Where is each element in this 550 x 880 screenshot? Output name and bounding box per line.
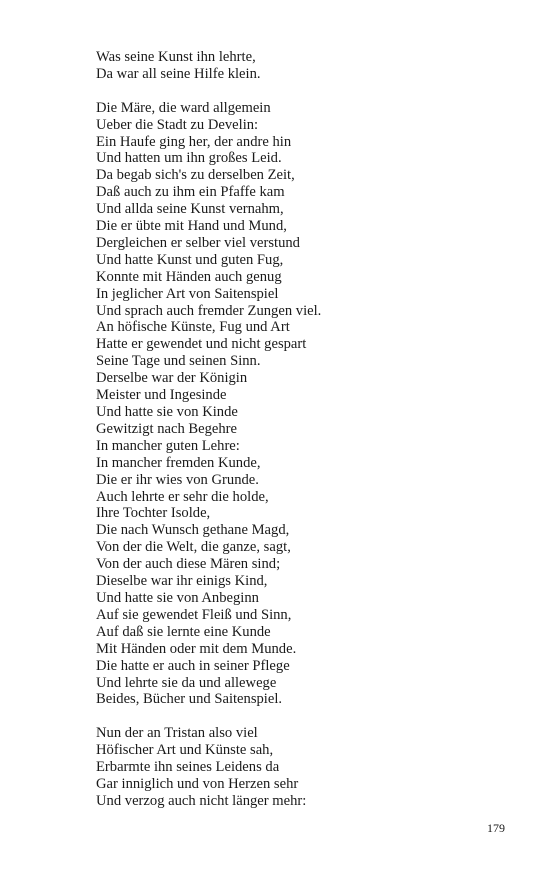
poem-line: Auch lehrte er sehr die holde,	[96, 488, 269, 505]
stanza	[96, 725, 516, 810]
poem-line: Da war all seine Hilfe klein.	[96, 65, 261, 82]
poem-line: Seine Tage und seinen Sinn.	[96, 353, 261, 370]
poem-line: Und hatte sie von Anbeginn	[96, 589, 259, 606]
poem-line: Derselbe war der Königin	[96, 370, 248, 387]
poem-line: Von der die Welt, die ganze, sagt,	[96, 539, 291, 556]
poem-line: Die Märe, die ward allgemein	[96, 99, 271, 116]
poem-line: Die nach Wunsch gethane Magd,	[96, 522, 290, 539]
poem-line: Da begab sich's zu derselben Zeit,	[96, 167, 295, 184]
poem-line: Und sprach auch fremder Zungen viel.	[96, 302, 322, 319]
poem-line: In mancher guten Lehre:	[96, 437, 240, 454]
poem-line: Ihre Tochter Isolde,	[96, 505, 211, 522]
poem-line: Erbarmte ihn seines Leidens da	[96, 759, 280, 776]
poem-line: Und allda seine Kunst vernahm,	[96, 201, 284, 218]
poem-line: Und hatten um ihn großes Leid.	[96, 150, 282, 167]
poem-line: Nun der an Tristan also viel	[96, 725, 258, 742]
poem-line: Und hatte Kunst und guten Fug,	[96, 251, 284, 268]
poem-line: An höfische Künste, Fug und Art	[96, 319, 290, 336]
poem-line: Und hatte sie von Kinde	[96, 404, 238, 421]
poem-line: Daß auch zu ihm ein Pfaffe kam	[96, 184, 285, 201]
poem-text	[96, 49, 516, 810]
poem-line: Dergleichen er selber viel verstund	[96, 234, 300, 251]
poem-line: Auf daß sie lernte eine Kunde	[96, 623, 271, 640]
poem-line: In mancher fremden Kunde,	[96, 454, 261, 471]
stanza	[96, 100, 516, 709]
poem-line: Gewitzigt nach Begehre	[96, 420, 238, 437]
poem-line: Hatte er gewendet und nicht gespart	[96, 336, 307, 353]
poem-line: Mit Händen oder mit dem Munde.	[96, 640, 297, 657]
poem-line: Meister und Ingesinde	[96, 387, 227, 404]
poem-line: In jeglicher Art von Saitenspiel	[96, 285, 279, 302]
poem-line: Gar inniglich und von Herzen sehr	[96, 775, 299, 792]
poem-line: Was seine Kunst ihn lehrte,	[96, 49, 256, 65]
poem-line: Ueber die Stadt zu Develin:	[96, 116, 259, 133]
stanza	[96, 49, 516, 83]
poem-line: Und lehrte sie da und allewege	[96, 674, 277, 691]
poem-line: Ein Haufe ging her, der andre hin	[96, 133, 292, 150]
poem-line: Beides, Bücher und Saitenspiel.	[96, 691, 283, 708]
poem-line: Konnte mit Händen auch genug	[96, 268, 282, 285]
poem-line: Die hatte er auch in seiner Pflege	[96, 657, 290, 674]
poem-line: Von der auch diese Mären sind;	[96, 556, 281, 573]
poem-line: Höfischer Art und Künste sah,	[96, 742, 274, 759]
poem-line: Die er übte mit Hand und Mund,	[96, 218, 287, 235]
poem-line: Auf sie gewendet Fleiß und Sinn,	[96, 606, 292, 623]
poem-line: Und verzog auch nicht länger mehr:	[96, 792, 307, 809]
poem-line: Die er ihr wies von Grunde.	[96, 471, 259, 488]
page-number: 179	[487, 821, 505, 835]
poem-line: Dieselbe war ihr einigs Kind,	[96, 573, 268, 590]
